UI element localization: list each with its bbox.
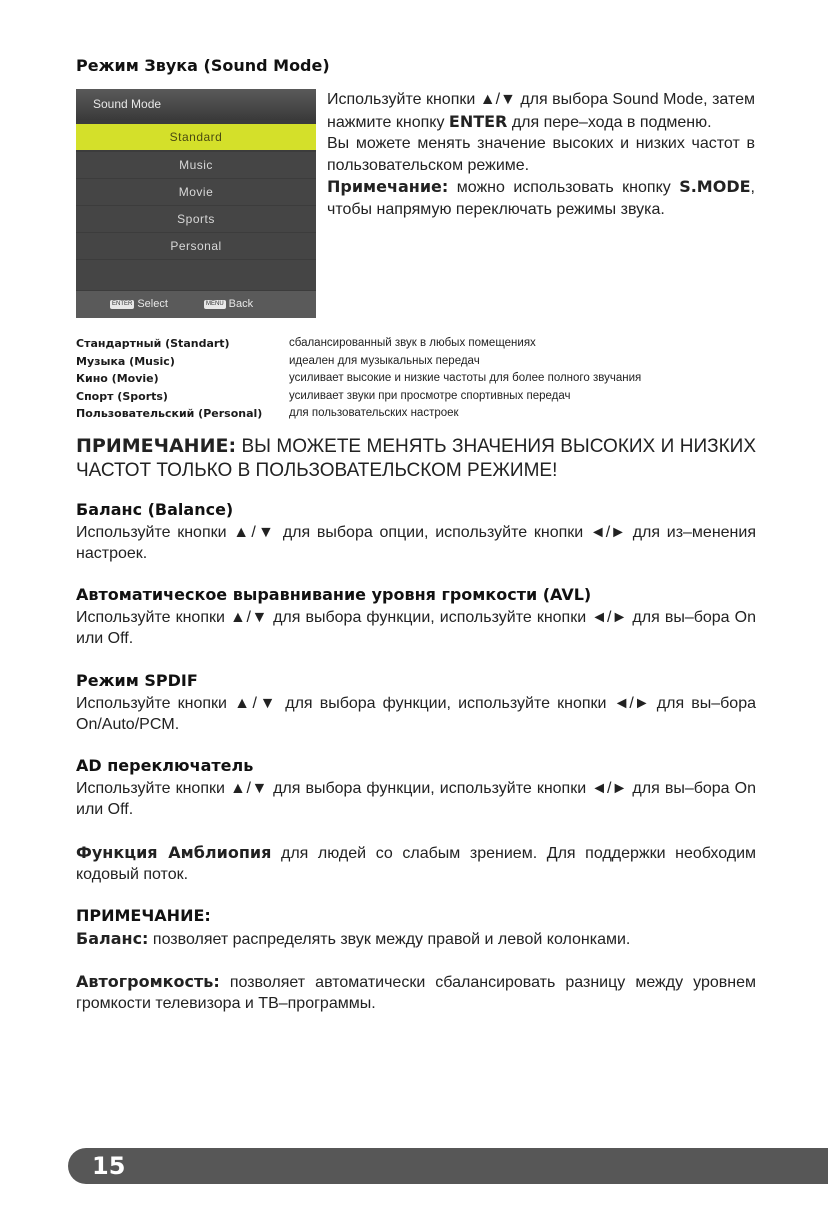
sound-mode-description: [327, 89, 755, 220]
avl-text: Используйте кнопки ▲/▼ для выбора функции, используйте кнопки ◄/► для вы–бора On или Off.: [76, 609, 756, 647]
note-avl: Автогромкость: позволяет автоматически сбалансировать разницу между уровнем громкости телевизора и ТВ–программы.: [76, 972, 756, 1012]
footer-select-label: Select: [137, 298, 168, 310]
balance-heading: Баланс (Balance): [76, 500, 234, 519]
ad-text: Используйте кнопки ▲/▼ для выбора функции, используйте кнопки ◄/► для вы–бора On или Off.: [76, 780, 756, 818]
menu-empty-area: [76, 260, 316, 290]
desc-paragraph-1: Используйте кнопки ▲/▼ для выбора Sound Mode, затем нажмите кнопку ENTER для пере–хода в подменю.: [327, 91, 755, 131]
menu-item-personal[interactable]: Personal: [76, 233, 316, 259]
menu-key-icon: MENU: [206, 300, 224, 307]
avl-heading: Автоматическое выравнивание уровня громкости (AVL): [76, 585, 592, 604]
ad-heading: AD переключатель: [76, 756, 254, 775]
footer-select: [110, 291, 168, 318]
menu-item-standard[interactable]: Standard: [76, 124, 316, 150]
menu-title: Sound Mode: [76, 89, 316, 120]
menu-footer: [76, 291, 316, 318]
menu-item-music[interactable]: Music: [76, 152, 316, 178]
balance-text: Используйте кнопки ▲/▼ для выбора опции, используйте кнопки ◄/► для из–менения настроек.: [76, 524, 756, 562]
page-number: 15: [92, 1152, 126, 1180]
spdif-text: Используйте кнопки ▲/▼ для выбора функции, используйте кнопки ◄/► для вы–бора On/Auto/PCM.: [76, 695, 756, 733]
desc-note: Примечание: можно использовать кнопку S.MODE, чтобы напрямую переключать режимы звука.: [327, 177, 755, 218]
sound-mode-heading: Режим Звука (Sound Mode): [76, 56, 330, 75]
note-balance: Баланс: позволяет распределять звук между правой и левой колонками.: [76, 929, 631, 948]
footer-back-label: Back: [228, 298, 254, 310]
treble-bass-note: ПРИМЕЧАНИЕ: ВЫ МОЖЕТЕ МЕНЯТЬ ЗНАЧЕНИЯ ВЫСОКИХ И НИЗКИХ ЧАСТОТ ТОЛЬКО В ПОЛЬЗОВАТЕЛЬСКОМ РЕЖИМЕ!: [76, 435, 756, 481]
menu-item-sports[interactable]: Sports: [76, 206, 316, 232]
menu-item-movie[interactable]: Movie: [76, 179, 316, 205]
enter-key-icon: ENTER: [112, 300, 133, 307]
spdif-heading: Режим SPDIF: [76, 671, 198, 690]
page-footer-bar: [68, 1148, 828, 1184]
amblyopia-text: Функция Амблиопия для людей со слабым зрением. Для поддержки необходим кодовый поток.: [76, 843, 757, 883]
footer-back: [204, 291, 253, 318]
notes-heading: ПРИМЕЧАНИЕ:: [76, 906, 211, 925]
desc-paragraph-2: Вы можете менять значение высоких и низких частот в пользовательском режиме.: [327, 135, 755, 174]
sound-mode-menu: [76, 89, 316, 318]
